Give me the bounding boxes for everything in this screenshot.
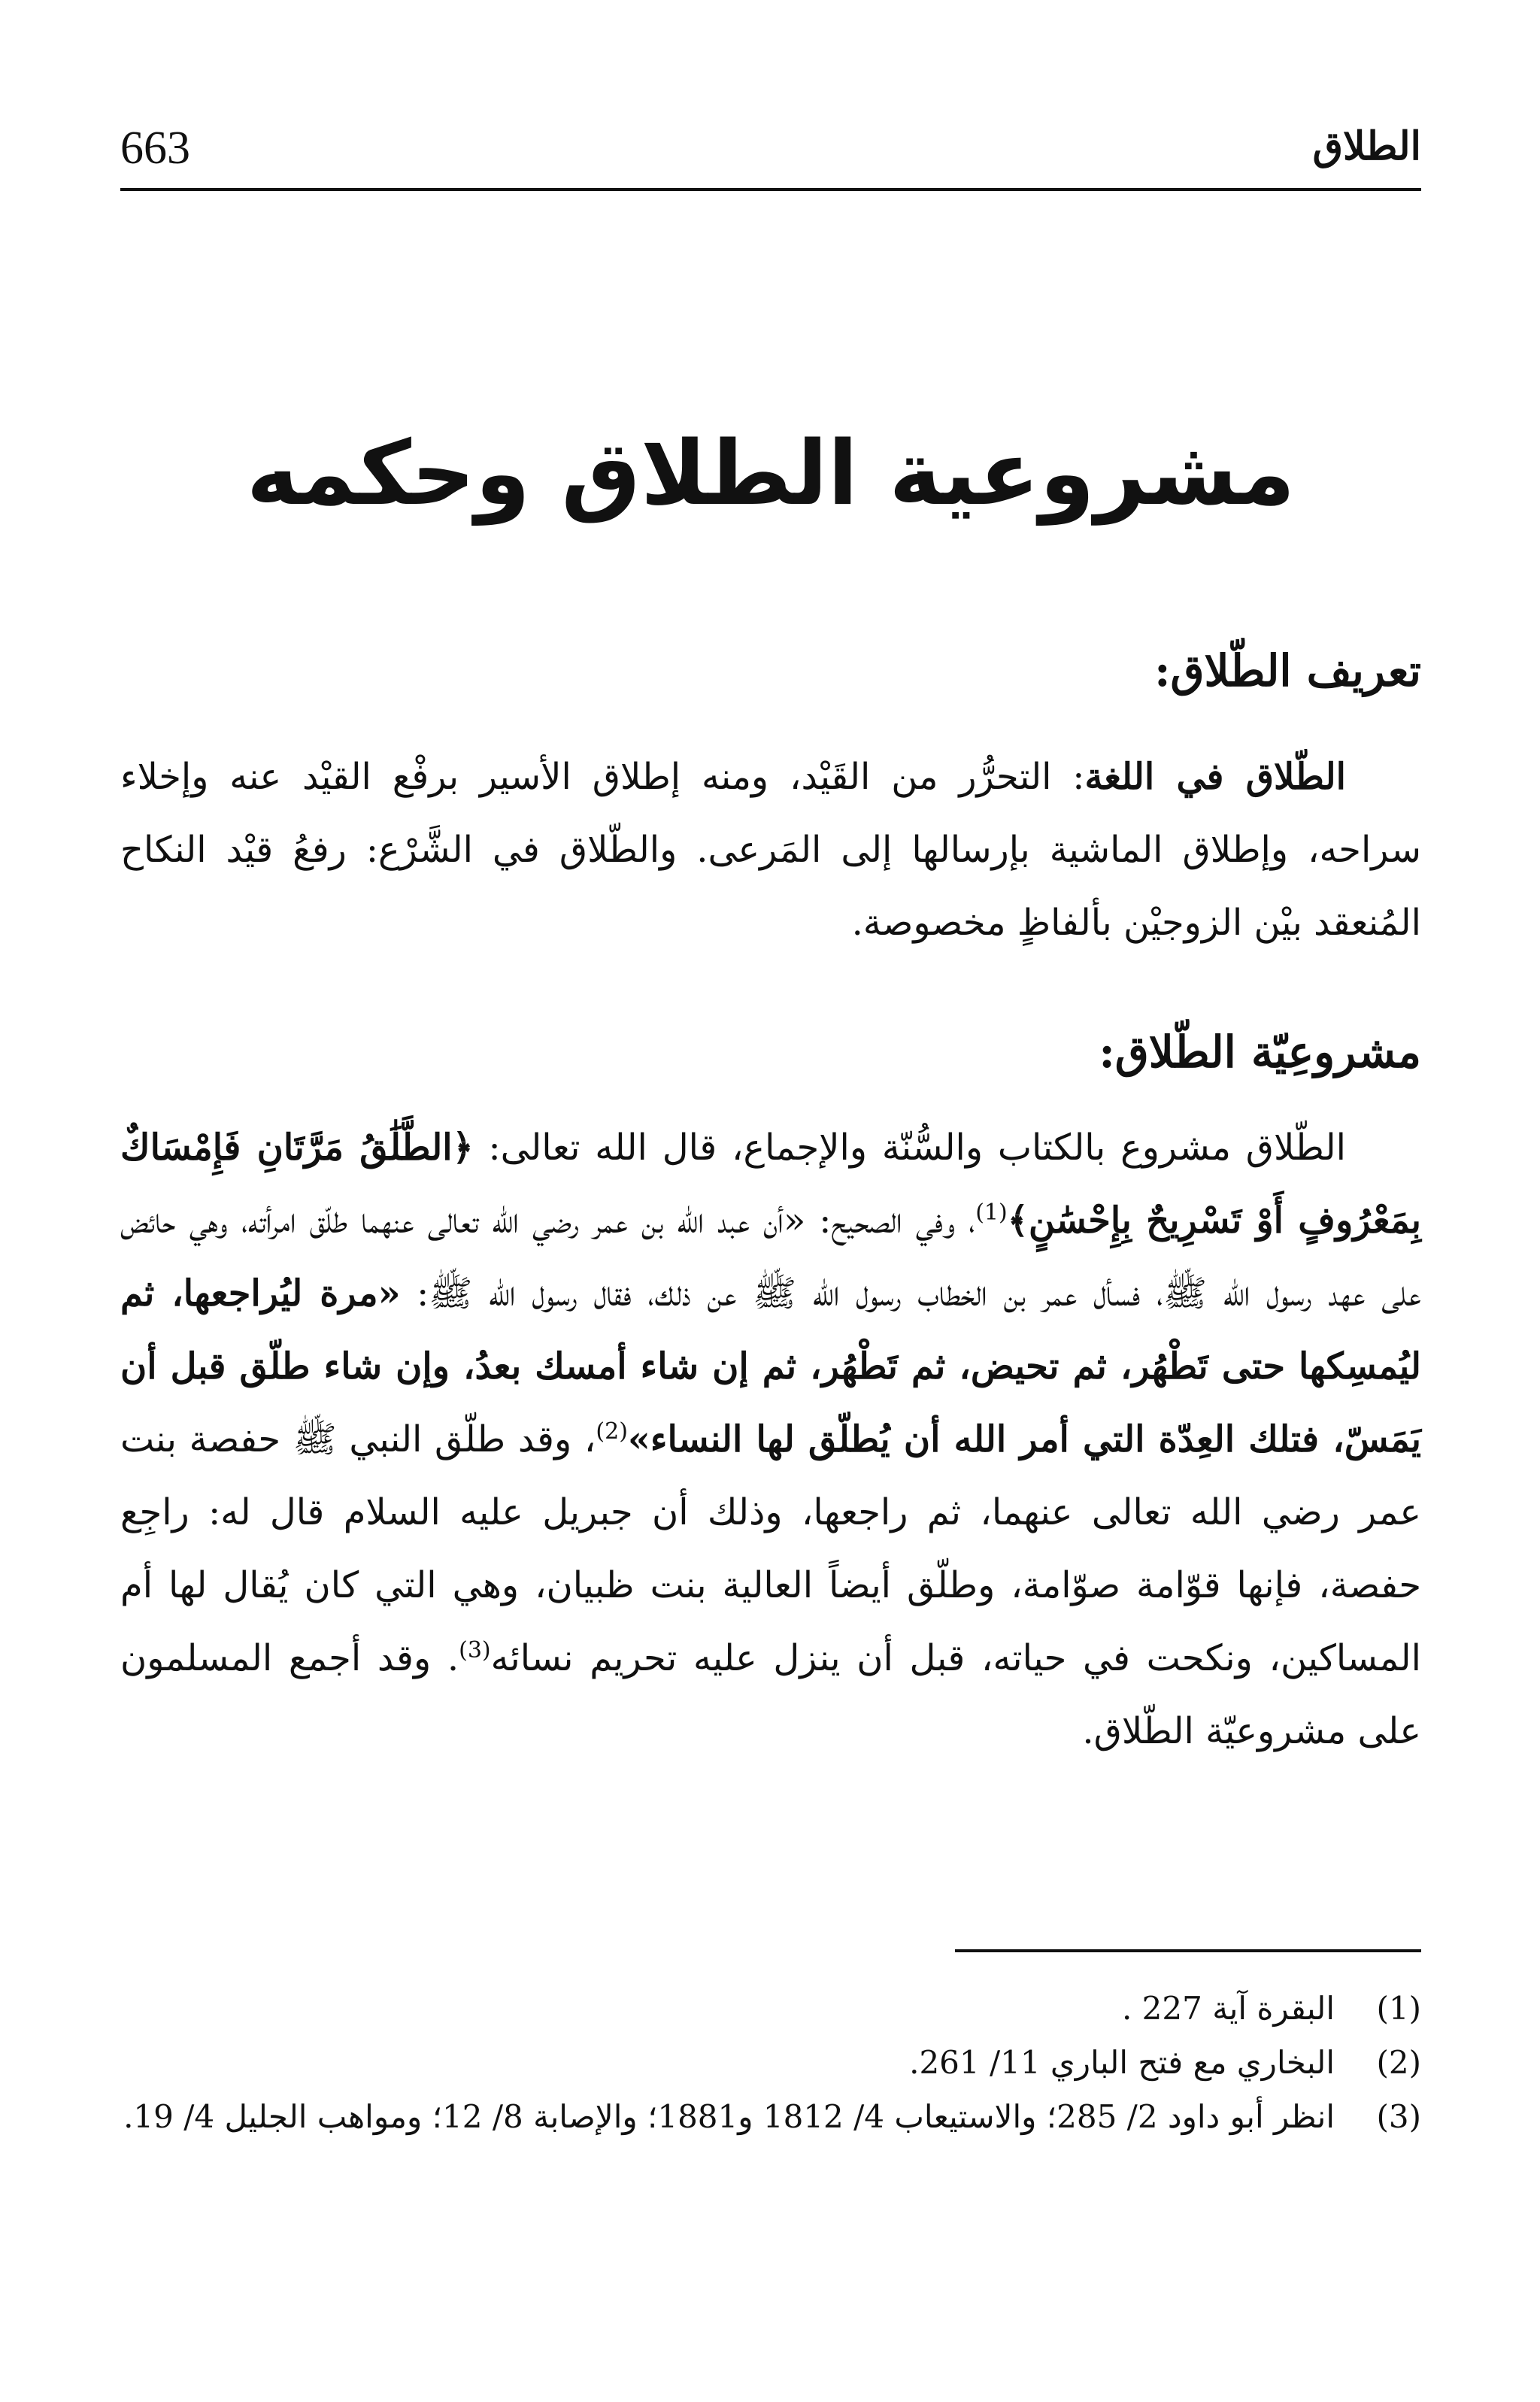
section-heading-legitimacy: مشروعِيّة الطّلاق: [1099, 1027, 1421, 1078]
definition-text: : التحرُّر من القَيْد، ومنه إطلاق الأسير برفْع القيْد عنه وإخلاء سراحه، وإطلاق الماشية بإرسالها إلى المَرعى. والطّلاق في الشَّرْع: رفعُ قيْد النكاح المُنعقد بيْن الزوجيْن بألفاظٍ مخصوصة. [120, 756, 1421, 944]
footnote-ref-2: (2) [596, 1418, 628, 1445]
chapter-title: مشروعية الطلاق وحكمه [246, 421, 1296, 525]
page-number: 663 [120, 123, 190, 174]
quran-verse: ﴿الطَّلَٰقُ مَرَّتَانِ فَإِمْسَاكٌ بِمَعْرُوفٍ أَوْ تَسْرِيحٌ بِإِحْسَٰنٍ﴾ [120, 1127, 1421, 1242]
footnote-ref-3: (3) [459, 1637, 491, 1664]
footnote-number: (1) [1376, 1990, 1421, 2027]
footnotes [120, 1982, 1421, 2144]
paragraph-definition [120, 741, 1421, 960]
footnote-ref-1: (1) [975, 1199, 1008, 1226]
footnote-number: (3) [1376, 2098, 1421, 2135]
legitimacy-text-4: . وقد أجمع المسلمون على مشروعيّة الطّلاق. [120, 1637, 1421, 1752]
footnote-text: البقرة آية 227 . [1121, 1990, 1335, 2027]
running-header [120, 113, 1421, 191]
footnote-text: انظر أبو داود 2/ 285؛ والاستيعاب 4/ 1812 و1881؛ والإصابة 8/ 12؛ ومواهب الجليل 4/ 19. [123, 2098, 1335, 2135]
footnote-separator [955, 1949, 1421, 1952]
term-label: الطّلاق في اللغة [1084, 756, 1347, 798]
paragraph-legitimacy [120, 1112, 1421, 1768]
footnote-item [120, 2090, 1421, 2144]
footnote-item [120, 2036, 1421, 2090]
legitimacy-text-2: ، وفي الصحيح: «أن عبد الله بن عمر رضي الله تعالى عنهما طلّق امرأته، وهي حائض على عهد رسول الله ﷺ، فسأل عمر بن الخطاب رسول الله ﷺ عن ذلك، فقال رسول الله ﷺ: [120, 1199, 1421, 1315]
legitimacy-text-3: ، وقد طلّق النبي ﷺ حفصة بنت عمر رضي الله تعالى عنهما، ثم راجعها، وذلك أن جبريل عليه السلام قال له: راجِع حفصة، فإنها قوّامة صوّامة، وطلّق أيضاً العالية بنت ظبيان، وهي التي كان يُقال لها أم المساكين، ونكحت في حياته، قبل أن ينزل عليه تحريم نسائه [120, 1418, 1421, 1679]
running-title: الطلاق [1312, 123, 1421, 169]
legitimacy-text-1: الطّلاق مشروع بالكتاب والسُّنّة والإجماع، قال الله تعالى: [473, 1127, 1346, 1169]
footnote-item [120, 1982, 1421, 2036]
footnote-text: البخاري مع فتح الباري 11/ 261. [909, 2044, 1335, 2081]
section-heading-definition: تعريف الطّلاق: [1154, 645, 1421, 696]
footnote-number: (2) [1376, 2044, 1421, 2081]
hadith-text: «مرة ليُراجعها، ثم ليُمسِكها حتى تَطْهُر، ثم تحيض، ثم تَطْهُر، ثم إن شاء أمسك بعدُ، وإن شاء طلّق قبل أن يَمَسّ، فتلك العِدّة التي أمر الله أن يُطلّق لها النساء» [120, 1272, 1421, 1460]
